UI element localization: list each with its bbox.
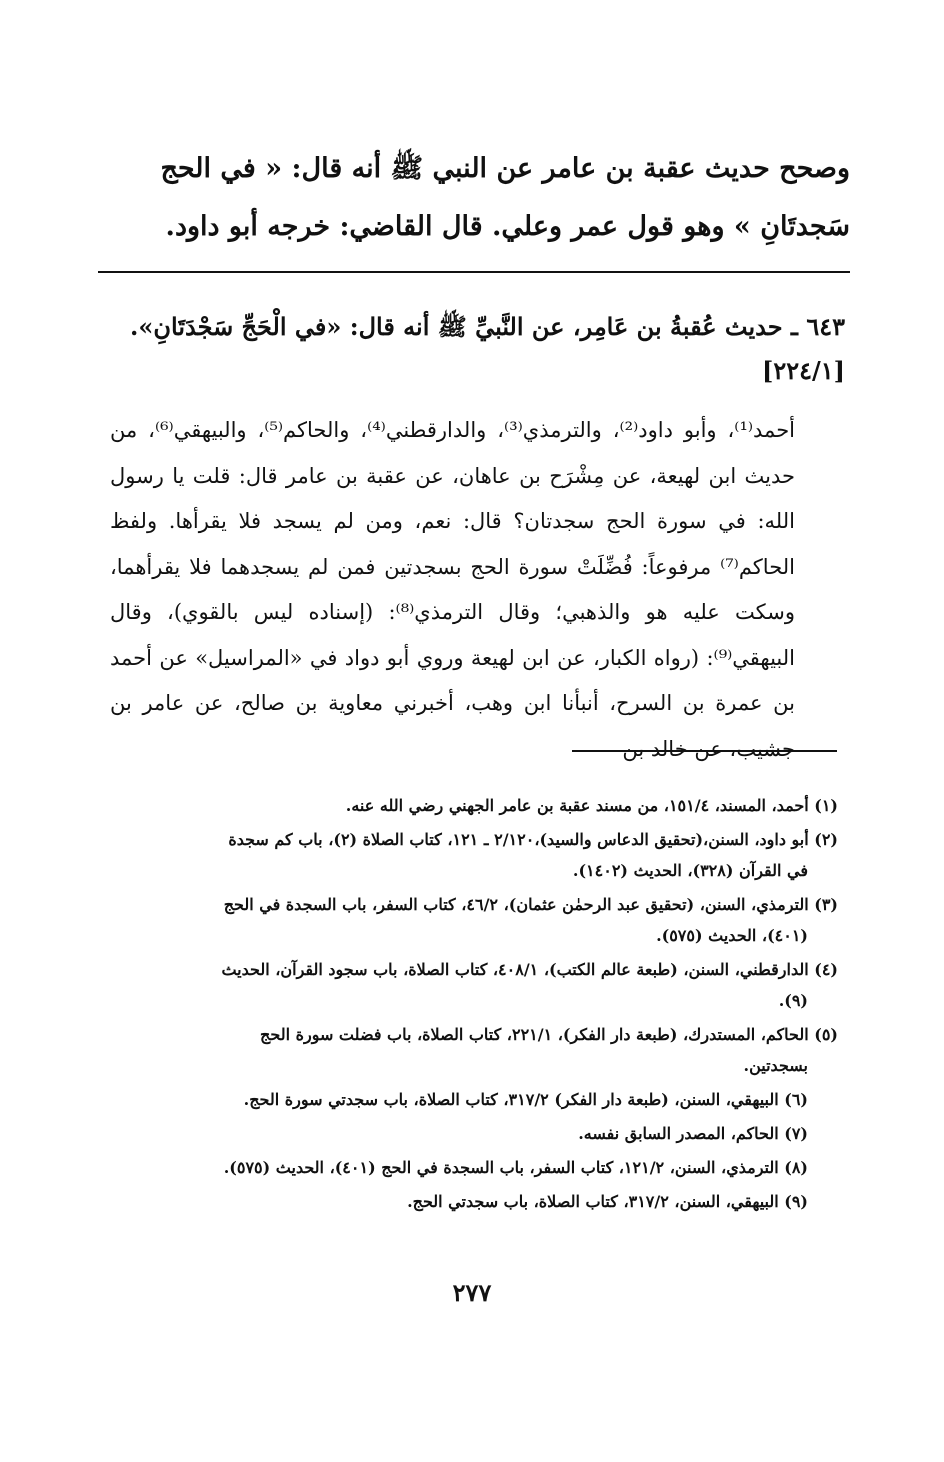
footnote-text: (١) أحمد، المسند، ١٥١/٤، من مسند عقبة بن عامر الجهني رضي الله عنه. [345, 796, 838, 815]
footnote-text: (٤) الدارقطني، السنن، (طبعة عالم الكتب)، ٤٠٨/١، كتاب الصلاة، باب سجود القرآن، الحديث [221, 960, 838, 979]
footnote-text: (٣) الترمذي، السنن، (تحقيق عبد الرحمٰن عثمان)، ٤٦/٢، كتاب السفر، باب السجدة في الحج [223, 895, 838, 914]
quoted-passage [110, 140, 850, 256]
footnotes [108, 790, 838, 1220]
footnote-4 [108, 954, 838, 1016]
section-divider [98, 271, 850, 273]
footnote-3 [108, 889, 838, 951]
footnote-8 [108, 1152, 838, 1183]
quote-line-1: وصحح حديث عقبة بن عامر عن النبي ﷺ أنه قال: « في الحج [160, 153, 850, 184]
footnote-text: (٨) الترمذي، السنن، ١٢١/٢، كتاب السفر، باب السجدة في الحج (٤٠١)، الحديث (٥٧٥). [223, 1158, 808, 1177]
footnote-text: (٦) البيهقي، السنن، (طبعة دار الفكر) ٣١٧/٢، كتاب الصلاة، باب سجدتي سورة الحج. [243, 1090, 808, 1109]
footnote-text: (٢) أبو داود، السنن،(تحقيق الدعاس والسيد)،٢/١٢٠ ـ ١٢١، كتاب الصلاة (٢)، باب كم سجدة [228, 830, 838, 849]
footnote-continuation: بسجدتين. [743, 1056, 808, 1075]
footnote-continuation: في القرآن (٣٢٨)، الحديث (١٤٠٢). [572, 861, 808, 880]
footnote-text: (٩) البيهقي، السنن، ٣١٧/٢، كتاب الصلاة، باب سجدتي الحج. [407, 1192, 808, 1211]
hadith-heading: ٦٤٣ ـ حديث عُقبةُ بن عَامِر، عن النَّبيِّ ﷺ أنه قال: «في الْحَجِّ سَجْدَتَانِ». [130, 312, 845, 341]
body-paragraph: أحمد⁽¹⁾، وأبو داود⁽²⁾، والترمذي⁽³⁾، والدارقطني⁽⁴⁾، والحاكم⁽⁵⁾، والبيهقي⁽⁶⁾، من حديث ابن لهيعة، عن مِشْرَح بن عاهان، عن عقبة بن عامر قال: قلت يا رسول الله: في سورة الحج سجدتان؟ قال: نعم، ومن لم يسجد فلا يقرأها. ولفظ الحاكم⁽⁷⁾ مرفوعاً: فُضِّلَتْ سورة الحج بسجدتين فمن لم يسجدهما فلا يقرأهما، وسكت عليه هو والذهبي؛ وقال الترمذي⁽⁸⁾: (إسناده ليس بالقوي)، وقال البيهقي⁽⁹⁾: (رواه الكبار، عن ابن لهيعة وروي أبو دواد في «المراسيل» عن أحمد بن عمرة بن السرح، أنبأنا ابن وهب، أخبرني معاوية بن صالح، عن عامر بن جشيب، عن خالد بن [110, 418, 796, 761]
hadith-reference: [٢٢٤/١] [761, 356, 845, 385]
footnote-continuation: (٤٠١)، الحديث (٥٧٥). [656, 926, 808, 945]
body-text [110, 408, 845, 772]
footnote-5 [108, 1019, 838, 1081]
hadith-heading-block [110, 305, 845, 393]
footnote-9 [108, 1186, 838, 1217]
footnote-continuation: (٩). [778, 991, 808, 1010]
footnote-text: (٥) الحاكم، المستدرك، (طبعة دار الفكر)، ٢٢١/١، كتاب الصلاة، باب فضلت سورة الحج [260, 1025, 838, 1044]
footnote-divider [572, 750, 837, 752]
quote-line-2: سَجدتَانِ » وهو قول عمر وعلي. قال القاضي: خرجه أبو داود. [165, 211, 850, 242]
footnote-7 [108, 1118, 838, 1149]
footnote-2 [108, 824, 838, 886]
page-number: ٢٧٧ [452, 1278, 492, 1307]
footnote-1 [108, 790, 838, 821]
footnote-text: (٧) الحاكم، المصدر السابق نفسه. [578, 1124, 808, 1143]
footnote-6 [108, 1084, 838, 1115]
